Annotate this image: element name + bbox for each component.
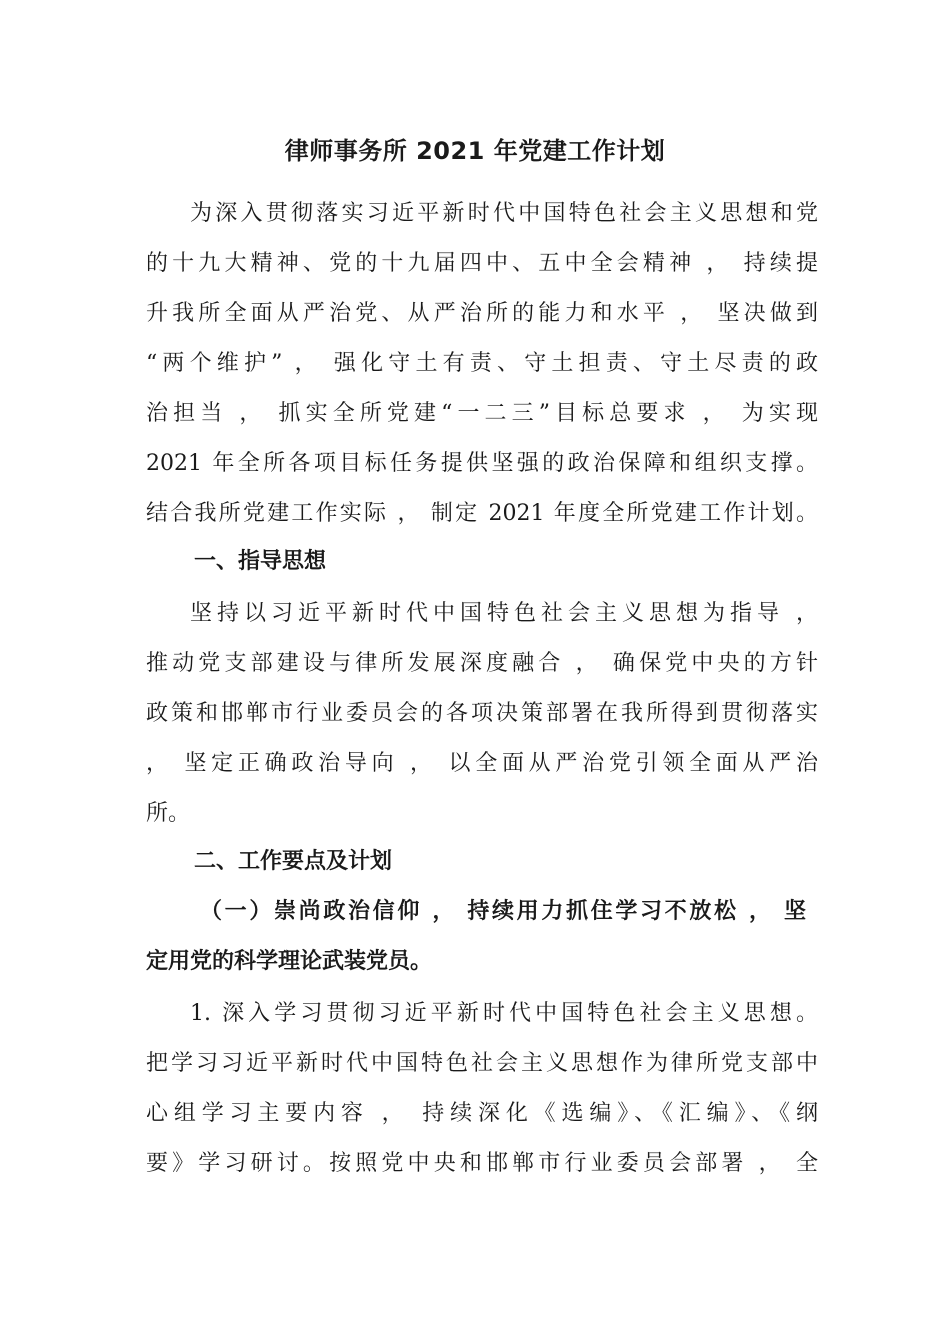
paragraph-line: ， 坚定正确政治导向 ， 以全面从严治党引领全面从严治 (146, 751, 818, 776)
paragraph-line: 治担当 ， 抓实全所党建“一二三”目标总要求 ， 为实现 (146, 401, 818, 426)
paragraph-line: 的十九大精神、党的十九届四中、五中全会精神 ， 持续提 (146, 251, 818, 276)
document-title: 律师事务所 2021 年党建工作计划 (284, 137, 666, 165)
paragraph-line: 升我所全面从严治党、从严治所的能力和水平 ， 坚决做到 (146, 301, 818, 326)
paragraph-line: 2021 年全所各项目标任务提供坚强的政治保障和组织支撑。 (146, 451, 818, 476)
paragraph-line: 推动党支部建设与律所发展深度融合 ， 确保党中央的方针 (146, 651, 818, 676)
paragraph-line: 心组学习主要内容 ， 持续深化《选编》、《汇编》、《纲 (146, 1101, 818, 1126)
paragraph-line: “两个维护” ， 强化守土有责、守土担责、守土尽责的政 (146, 351, 818, 376)
paragraph-line: 坚持以习近平新时代中国特色社会主义思想为指导 ， (190, 601, 818, 626)
paragraph-line: 为深入贯彻落实习近平新时代中国特色社会主义思想和党 (190, 201, 818, 226)
paragraph-line: 所。 (146, 801, 191, 826)
subsection-heading: （一）崇尚政治信仰 ， 持续用力抓住学习不放松 ， 坚 (200, 899, 806, 924)
paragraph-line: 1. 深入学习贯彻习近平新时代中国特色社会主义思想。 (190, 1001, 818, 1026)
section-heading: 一、指导思想 (194, 549, 327, 574)
section-heading: 二、工作要点及计划 (194, 849, 393, 874)
paragraph-line: 把学习习近平新时代中国特色社会主义思想作为律所党支部中 (146, 1051, 818, 1076)
subsection-heading: 定用党的科学理论武装党员。 (146, 949, 433, 974)
paragraph-line: 政策和邯郸市行业委员会的各项决策部署在我所得到贯彻落实 (146, 701, 818, 726)
paragraph-line: 要》学习研讨。按照党中央和邯郸市行业委员会部署 ， 全 (146, 1151, 818, 1176)
paragraph-line: 结合我所党建工作实际 ， 制定 2021 年度全所党建工作计划。 (146, 501, 818, 526)
